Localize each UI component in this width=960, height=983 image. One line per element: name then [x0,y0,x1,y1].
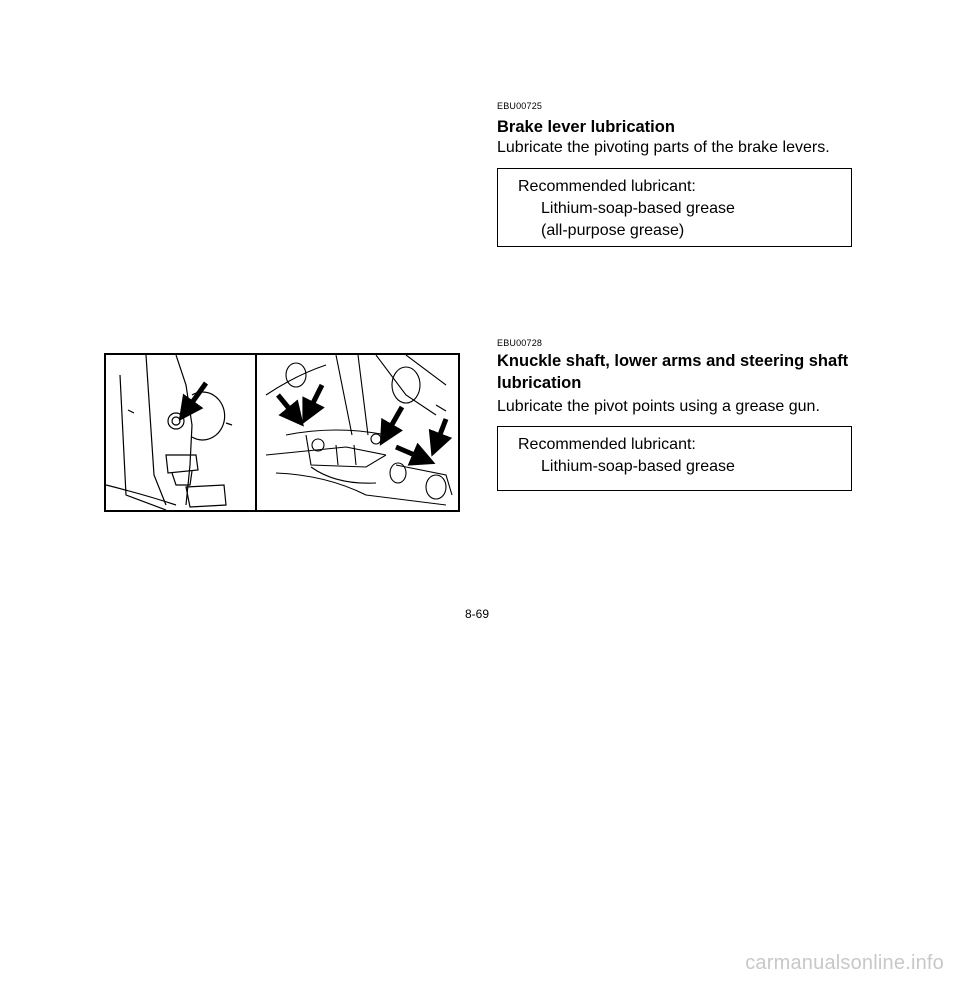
section-title: Brake lever lubrication [497,118,675,136]
section-code: EBU00725 [497,101,543,111]
lubricant-label: Recommended lubricant: [518,178,696,195]
lubricant-box [497,168,852,247]
section-text: Lubricate the pivoting parts of the brake levers. [497,139,830,156]
arrow-icon [436,419,446,445]
arrow-icon [396,447,424,459]
page-number: 8-69 [465,607,490,621]
section-text: Lubricate the pivot points using a grease gun. [497,398,820,415]
watermark: carmanualsonline.info [745,952,944,974]
arrow-icon [186,383,206,411]
knuckle-panel [106,355,232,510]
steering-panel [266,355,452,505]
arrow-icon [308,385,322,413]
arrow-icon [386,407,402,435]
lubricant-value: Lithium-soap-based grease [541,458,735,475]
lubrication-illustration [106,355,458,510]
section-code: EBU00728 [497,338,543,348]
arrow-icon [278,395,296,417]
lubricant-label: Recommended lubricant: [518,436,696,453]
lubricant-value: (all-purpose grease) [541,222,685,239]
lubricant-value: Lithium-soap-based grease [541,200,735,217]
lubricant-box [497,426,852,491]
section-title: Knuckle shaft, lower arms and steering shaft lubrication [497,352,849,392]
lubrication-figure [104,353,460,512]
